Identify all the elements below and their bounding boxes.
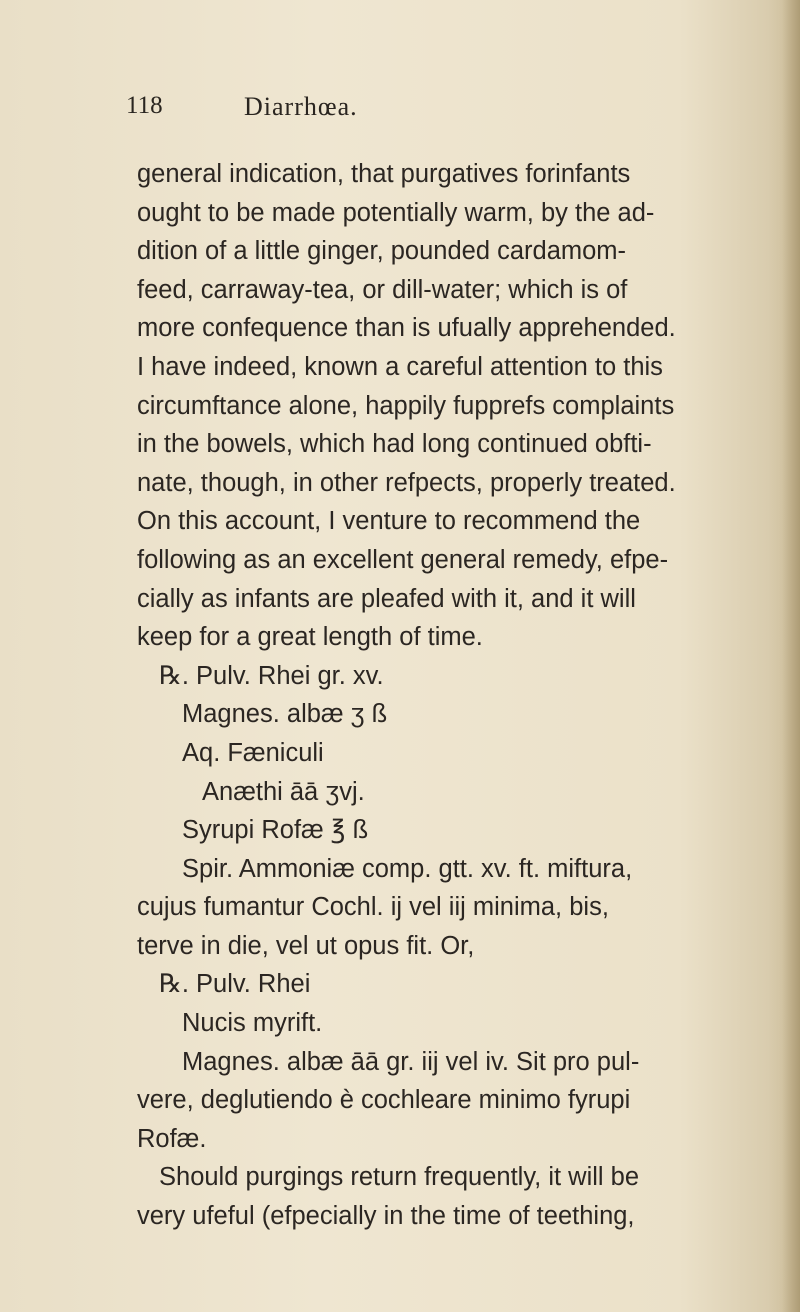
text-line: I have indeed, known a careful attention to this: [137, 352, 663, 381]
text-line: vere, deglutiendo è cochleare minimo fyrupi: [137, 1086, 631, 1115]
recipe-line: ℞. Pulv. Rhei: [159, 970, 311, 999]
body-text: [137, 155, 777, 1236]
text-line: general indication, that purgatives forinfants: [137, 160, 631, 188]
recipe-line: Anæthi āā ʒvj.: [202, 777, 365, 806]
page-header: [126, 92, 726, 132]
text-line: Should purgings return frequently, it will be: [159, 1163, 640, 1192]
recipe-line: ℞. Pulv. Rhei gr. xv.: [159, 661, 384, 690]
text-line: following as an excellent general remedy, efpe-: [137, 545, 669, 574]
text-line: nate, though, in other refpects, properly treated.: [137, 468, 676, 497]
page-edge-shadow: [782, 0, 800, 1312]
text-line: cujus fumantur Cochl. ij vel iij minima, bis,: [137, 893, 609, 922]
recipe-line: Magnes. albæ āā gr. iij vel iv. Sit pro pul-: [182, 1047, 640, 1076]
text-line: more confequence than is ufually apprehended.: [137, 314, 676, 343]
recipe-line: Magnes. albæ ʒ ß: [182, 700, 388, 729]
text-line: cially as infants are pleafed with it, and it will: [137, 584, 636, 613]
text-line: On this account, I venture to recommend the: [137, 507, 641, 536]
running-title: Diarrhœa.: [244, 92, 358, 121]
recipe-line: Nucis myrift.: [182, 1009, 323, 1038]
text-line: very ufeful (efpecially in the time of teething,: [137, 1202, 635, 1231]
recipe-line: Aq. Fæniculi: [182, 738, 324, 767]
text-line: keep for a great length of time.: [137, 623, 483, 652]
text-line: in the bowels, which had long continued obfti-: [137, 430, 652, 459]
text-line: feed, carraway-tea, or dill-water; which is of: [137, 275, 628, 304]
text-line: dition of a little ginger, pounded cardamom-: [137, 237, 627, 266]
recipe-line: Spir. Ammoniæ comp. gtt. xv. ft. miftura,: [182, 854, 633, 883]
text-line: circumftance alone, happily fupprefs complaints: [137, 391, 675, 420]
text-line: terve in die, vel ut opus fit. Or,: [137, 931, 475, 960]
text-line: Rofæ.: [137, 1124, 207, 1153]
page-number: 118: [126, 92, 163, 119]
text-line: ought to be made potentially warm, by the ad-: [137, 198, 655, 227]
recipe-line: Syrupi Rofæ ℥ ß: [182, 816, 369, 845]
